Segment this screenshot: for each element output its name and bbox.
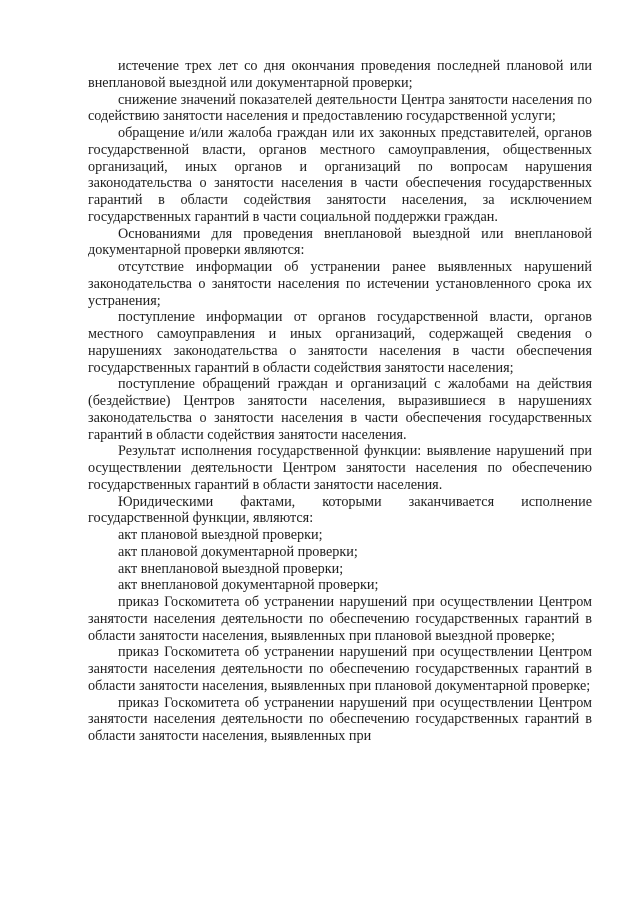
paragraph-order-unplanned: приказ Госкомитета об устранении нарушений при осуществлении Центром занятости населения деятельности по обеспечению государственных гарантий в области занятости населения, выявленных при bbox=[88, 694, 592, 744]
list-item: акт плановой выездной проверки; bbox=[118, 527, 323, 543]
list-item: акт плановой документарной проверки; bbox=[118, 543, 358, 560]
paragraph-order-planned-documentary: приказ Госкомитета об устранении нарушений при осуществлении Центром занятости населения деятельности по обеспечению государственных гарантий в области занятости населения, выявленных при плановой документарной проверке; bbox=[88, 644, 592, 694]
paragraph-decrease: снижение значений показателей деятельности Центра занятости населения по содействию занятости населения и предоставлению государственной услуги; bbox=[88, 91, 592, 125]
paragraph-no-info: отсутствие информации об устранении ранее выявленных нарушений законодательства о занятости населения по истечении установленного срока их устранения; bbox=[88, 259, 592, 309]
document-page bbox=[88, 58, 592, 745]
paragraph-appeals: поступление обращений граждан и организаций с жалобами на действия (бездействие) Центров занятости населения, выразившиеся в нарушениях законодательства о занятости населения в части обеспечения государственных гарантий в области содействия занятости населения. bbox=[88, 376, 592, 443]
list-item: акт внеплановой выездной проверки; bbox=[118, 560, 344, 577]
paragraph-order-planned-field: приказ Госкомитета об устранении нарушений при осуществлении Центром занятости населения деятельности по обеспечению государственных гарантий в области занятости населения, выявленных при плановой выездной проверке; bbox=[88, 594, 592, 644]
paragraph-info-received: поступление информации от органов государственной власти, органов местного самоуправления и иных организаций, содержащей сведения о нарушениях законодательства о занятости населения в части обеспечения государственных гарантий в области содействия занятости населения; bbox=[88, 309, 592, 376]
list-item: акт внеплановой документарной проверки; bbox=[118, 577, 379, 594]
paragraph-complaint: обращение и/или жалоба граждан или их законных представителей, органов государственной власти, органов местного самоуправления, общественных организаций, иных органов и организаций по вопросам нарушения законодательства о занятости населения в части обеспечения государственных гарантий в области содействия занятости населения, за исключением государственных гарантий в части социальной поддержки граждан. bbox=[88, 125, 592, 225]
paragraph-legal-facts: Юридическими фактами, которыми заканчивается исполнение государственной функции, являются: bbox=[88, 493, 592, 527]
paragraph-result: Результат исполнения государственной функции: выявление нарушений при осуществлении деятельности Центром занятости населения по обеспечению государственных гарантий в области занятости населения. bbox=[88, 443, 592, 493]
paragraph-expiry: истечение трех лет со дня окончания проведения последней плановой или внеплановой выездной или документарной проверки; bbox=[88, 58, 592, 91]
paragraph-grounds-heading: Основаниями для проведения внеплановой выездной или внеплановой документарной проверки являются: bbox=[88, 225, 592, 259]
